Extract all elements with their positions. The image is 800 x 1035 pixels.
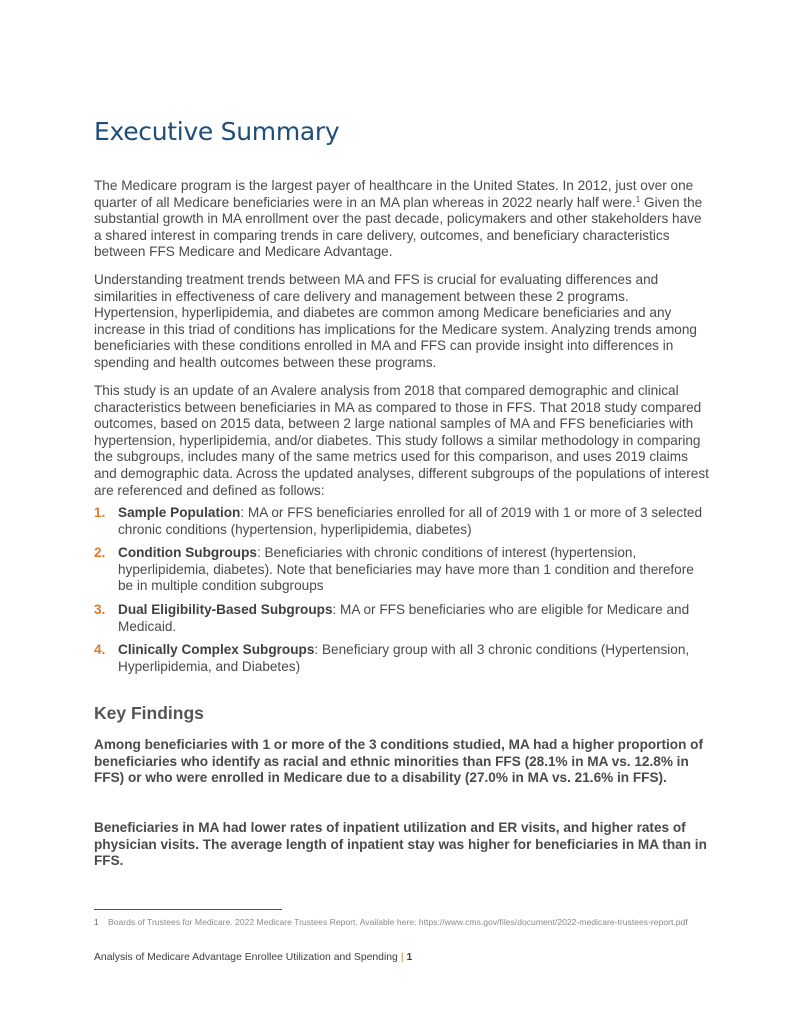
footer-title: Analysis of Medicare Advantage Enrollee Utilization and Spending [94, 952, 398, 963]
key-findings-heading: Key Findings [94, 703, 204, 723]
list-number: 4. [94, 642, 106, 658]
footer-separator: | [400, 952, 404, 963]
footnote-ref-1[interactable]: 1 [635, 194, 641, 204]
list-term: Dual Eligibility-Based Subgroups [118, 601, 333, 617]
list-item [94, 505, 709, 538]
page-footer [94, 952, 412, 963]
intro-text: The Medicare program is the largest payer of healthcare in the United States. In 2012, just over one quarter of all Medicare beneficiaries were in an MA plan whereas in 2022 nearly half were. [94, 178, 694, 210]
list-item [94, 642, 709, 675]
list-number: 3. [94, 601, 106, 617]
list-number: 1. [94, 505, 106, 520]
intro-paragraph [94, 178, 709, 261]
list-description: : MA or FFS beneficiaries who are eligible for Medicare and Medicaid. [118, 601, 690, 634]
page-title: Executive Summary [94, 117, 340, 146]
finding-demographics: Among beneficiaries with 1 or more of the 3 conditions studied, MA had a higher proportion of beneficiaries who identify as racial and ethnic minorities than FFS (28.1% in MA vs. 12.8% in FFS) or who were enrolled in Medicare due to a disability (27.0% in MA vs. 21.6% in FFS). [94, 737, 703, 786]
list-term: Condition Subgroups [118, 545, 257, 561]
list-item [94, 545, 709, 595]
study-update-paragraph: This study is an update of an Avalere analysis from 2018 that compared demographic and clinical characteristics between beneficiaries in MA as compared to those in FFS. That 2018 study compared outcomes, based on 2015 data, between 2 large national samples of MA and FFS beneficiaries with hypertension, hyperlipidemia, and/or diabetes. This study follows a similar methodology in comparing the subgroups, includes many of the same metrics used for this comparison, and uses 2019 claims and demographic data. Across the updated analyses, different subgroups of the populations of interest are referenced and defined as follows: [94, 383, 709, 498]
footnote-text[interactable]: Boards of Trustees for Medicare. 2022 Medicare Trustees Report. Available here: https://www.cms.gov/files/document/2022-medicare-trustees-report.pdf [108, 917, 688, 927]
footnote-divider [94, 909, 282, 910]
list-term: Sample Population [118, 505, 241, 520]
subgroup-definitions-list [94, 505, 709, 682]
list-description: : MA or FFS beneficiaries enrolled for all of 2019 with 1 or more of 3 selected chronic conditions (hypertension, hyperlipidemia, diabetes) [118, 505, 703, 537]
treatment-trends-paragraph: Understanding treatment trends between MA and FFS is crucial for evaluating differences and similarities in effectiveness of care delivery and management between these 2 programs. Hypertension, hyperlipidemia, and diabetes are common among Medicare beneficiaries and any increase in this triad of conditions has implications for the Medicare system. Analyzing trends among beneficiaries with these conditions enrolled in MA and FFS can provide insight into differences in spending and health outcomes between these programs. [94, 272, 697, 370]
finding-utilization: Beneficiaries in MA had lower rates of inpatient utilization and ER visits, and higher rates of physician visits. The average length of inpatient stay was higher for beneficiaries in MA than in FFS. [94, 820, 707, 869]
list-description: : Beneficiary group with all 3 chronic conditions (Hypertension, Hyperlipidemia, and Diabetes) [118, 642, 690, 674]
list-description: : Beneficiaries with chronic conditions of interest (hypertension, hyperlipidemia, diabetes). Note that beneficiaries may have more than 1 condition and therefore be in multiple condition subgroups [118, 545, 694, 594]
intro-text-continued: Given the substantial growth in MA enrollment over the past decade, policymakers and other stakeholders have a shared interest in comparing trends in care delivery, outcomes, and beneficiary characteristics between FFS Medicare and Medicare Advantage. [94, 194, 703, 260]
footnote [94, 917, 704, 929]
footnote-number: 1 [94, 917, 99, 927]
page-number: 1 [406, 952, 413, 963]
list-term: Clinically Complex Subgroups [118, 642, 315, 658]
list-item [94, 602, 709, 635]
list-number: 2. [94, 545, 106, 561]
